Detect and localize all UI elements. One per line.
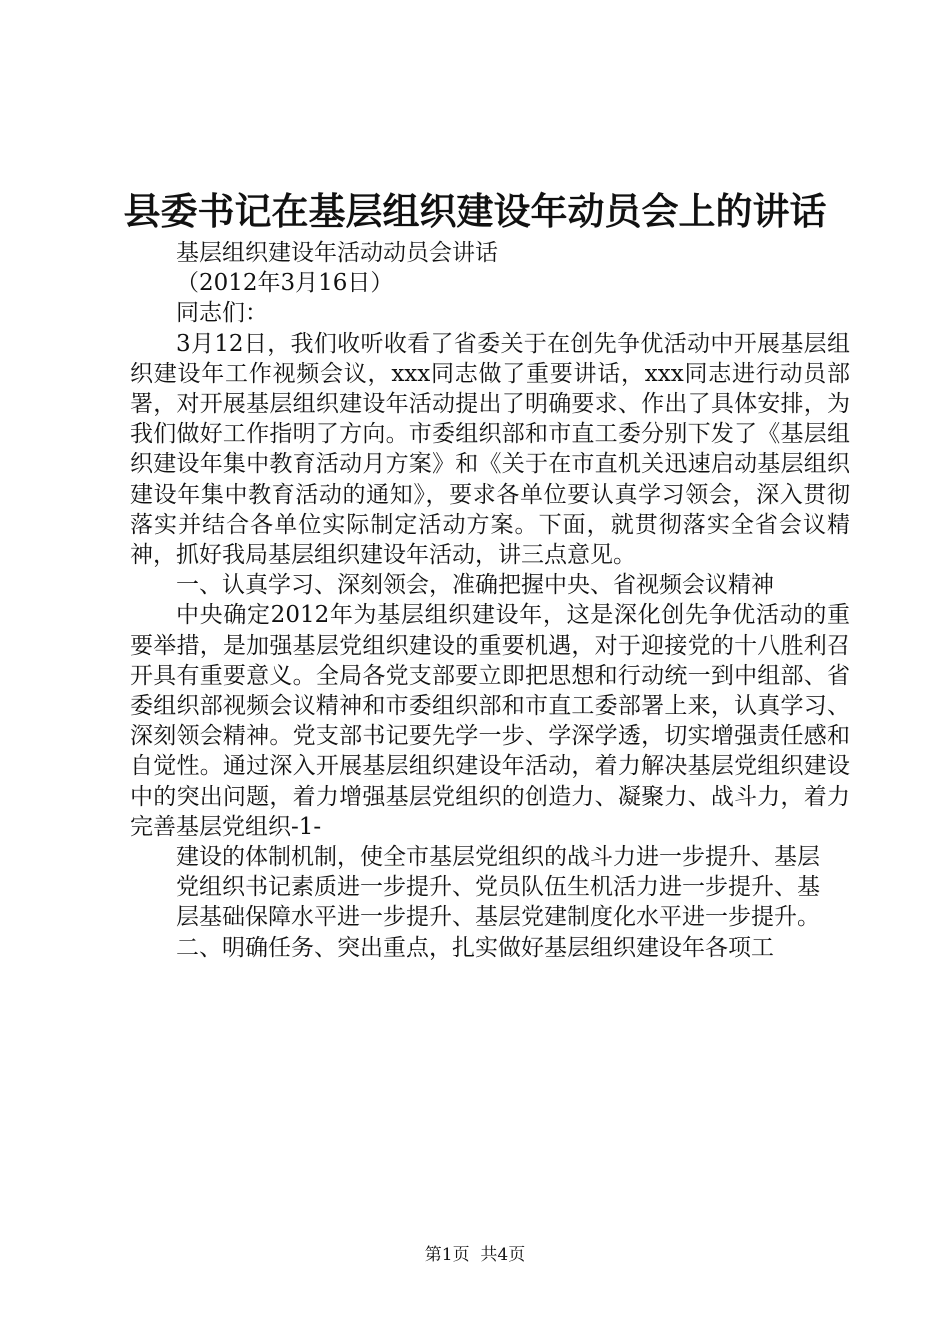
page-footer: [0, 1243, 950, 1267]
paragraph-continued-1: 建设的体制机制，使全市基层党组织的战斗力进一步提升、基层: [176, 844, 820, 871]
page-number: 第1页 共4页: [424, 1245, 526, 1265]
document-body: [130, 238, 850, 963]
paragraph-section-1: 中央确定2012年为基层组织建设年，这是深化创先争优活动的重要举措，是加强基层党组织建设的重要机遇，对于迎接党的十八胜利召开具有重要意义。全局各党支部要立即把思想和行动统一到中组部、省委组织部视频会议精神和市委组织部和市直工委部署上来，认真学习、深刻领会精神。党支部书记要先学一步、学深学透，切实增强责任感和自觉性。通过深入开展基层组织建设年活动，着力解决基层党组织建设中的突出问题，着力增强基层党组织的创造力、凝聚力、战斗力，着力完善基层党组织-1-: [130, 602, 850, 840]
speech-date: （2012年3月16日）: [176, 270, 394, 297]
paragraph-continued-3: 层基础保障水平进一步提升、基层党建制度化水平进一步提升。: [176, 904, 820, 931]
salutation: 同志们：: [176, 300, 268, 327]
section-heading-2: 二、明确任务、突出重点，扎实做好基层组织建设年各项工: [176, 934, 774, 961]
paragraph-intro: 3月12日，我们收听收看了省委关于在创先争优活动中开展基层组织建设年工作视频会议，xxx同志做了重要讲话，xxx同志进行动员部署，对开展基层组织建设年活动提出了明确要求、作出了具体安排，为我们做好工作指明了方向。市委组织部和市直工委分别下发了《基层组织建设年集中教育活动月方案》和《关于在市直机关迅速启动基层组织建设年集中教育活动的通知》，要求各单位要认真学习领会，深入贯彻落实并结合各单位实际制定活动方案。下面，就贯彻落实全省会议精神，抓好我局基层组织建设年活动，讲三点意见。: [130, 330, 850, 569]
section-heading-1: 一、认真学习、深刻领会，准确把握中央、省视频会议精神: [176, 572, 774, 599]
document-title: 县委书记在基层组织建设年动员会上的讲话: [123, 189, 827, 233]
speech-subtitle: 基层组织建设年活动动员会讲话: [176, 240, 498, 266]
paragraph-continued-2: 党组织书记素质进一步提升、党员队伍生机活力进一步提升、基: [176, 874, 820, 901]
